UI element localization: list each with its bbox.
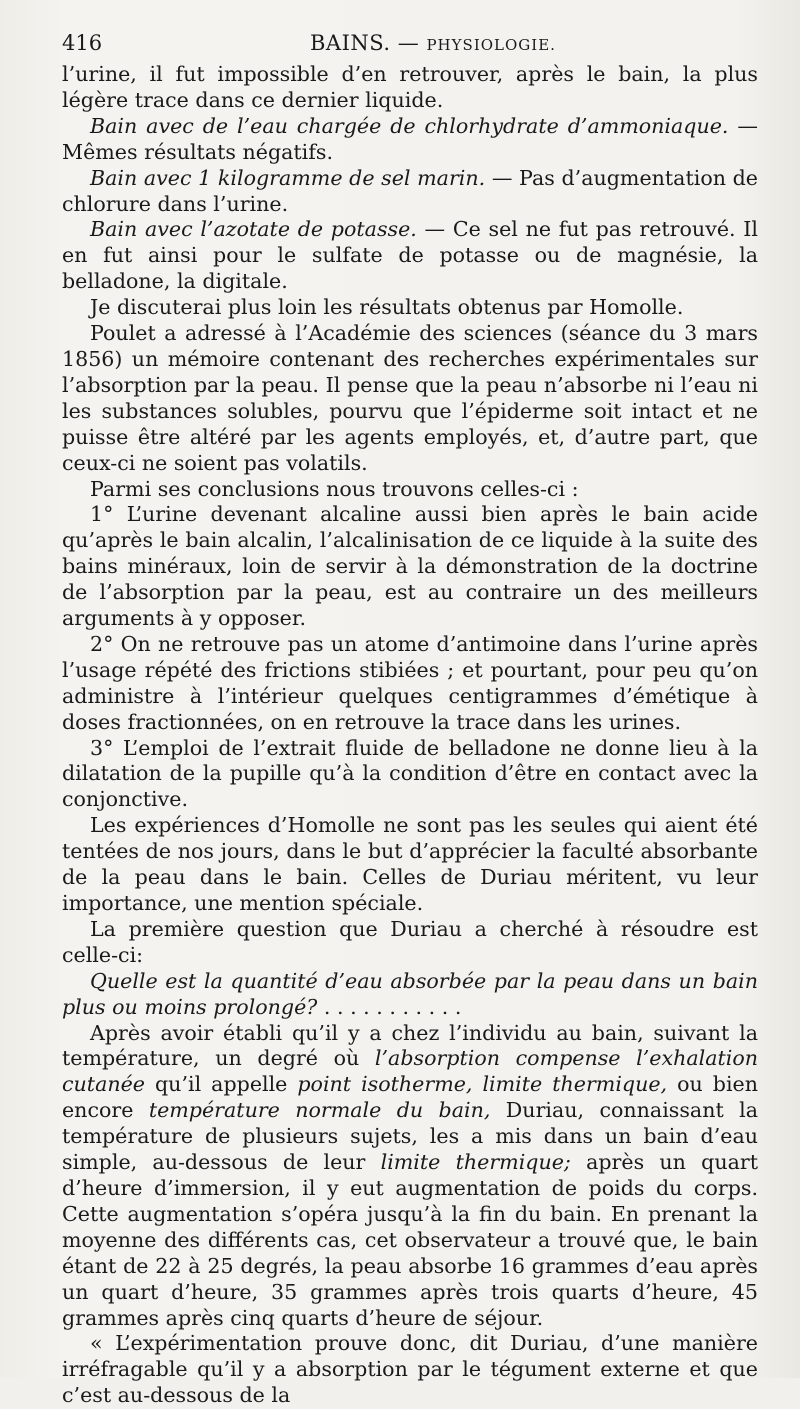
text-run: qu’il appelle [145,1072,298,1097]
paragraph [62,502,758,632]
paragraph [62,917,758,969]
paragraph [62,969,758,1021]
header-title [310,28,556,60]
text-run: Les expériences d’Homolle ne sont pas les seules qui aient été tentées de nos jours, dans le but d’apprécier la faculté absorbante de la peau dans le bain. Celles de Duriau méritent, vu leur importance, une mention spéciale. [62,813,758,915]
paragraph [62,114,758,166]
text-run: Poulet a adressé à l’Académie des sciences (séance du 3 mars 1856) un mémoire contenant des recherches expérimentales sur l’absorption par la peau. Il pense que la peau n’absorbe ni l’eau ni les substances solubles, pourvu que l’épiderme soit intact et ne puisse être altéré par les agents employés, et, d’autre part, que ceux-ci ne soient pas volatils. [62,321,758,475]
text-run: — Mêmes résultats négatifs. [62,113,758,164]
paragraph [62,166,758,218]
body-text [62,62,758,1409]
paragraph [62,477,758,503]
text-run: La première question que Duriau a cherché à résoudre est celle-ci: [62,916,758,967]
paragraph [62,321,758,476]
italic-text-run: Bain avec de l’eau chargée de chlorhydrate d’ammoniaque. [90,113,729,138]
paragraph [62,1331,758,1409]
text-run: l’urine, il fut impossible d’en retrouver, après le bain, la plus légère trace dans ce dernier liquide. [62,62,758,112]
text-run: Duriau, connaissant la température de plusieurs sujets, les a mis dans un bain d’eau simple, au-dessous de leur [62,1098,758,1175]
paragraph [62,736,758,814]
italic-text-run: Quelle est la quantité d’eau absorbée par la peau dans un bain plus ou moins prolongé? [62,968,758,1019]
page-number: 416 [62,31,103,55]
text-run: Parmi ses conclusions nous trouvons celles-ci : [90,476,579,501]
italic-text-run: Bain avec 1 kilogramme de sel marin. [90,165,486,190]
italic-text-run: limite thermique; [380,1150,571,1175]
text-run: . . . . . . . . . . . [317,994,462,1019]
running-head [62,28,758,62]
text-run: — Pas d’augmentation de chlorure dans l’urine. [62,165,758,216]
header-subtitle: PHYSIOLOGIE. [426,36,556,54]
text-run: après un quart d’heure d’immersion, il y eut augmentation de poids du corps. Cette augmentation s’opéra jusqu’à la fin du bain. En prenant la moyenne des différents cas, cet observateur a trouvé que, le bain étant de 22 à 25 degrés, la peau absorbe 16 grammes d’eau après un quart d’heure, 35 grammes après trois quarts d’heure, 45 grammes après cinq quarts d’heure de séjour. [62,1150,758,1330]
italic-text-run: Bain avec l’azotate de potasse. [90,217,417,242]
text-run: 3° L’emploi de l’extrait fluide de belladone ne donne lieu à la dilatation de la pupille qu’à la condition d’être en contact avec la conjonctive. [62,735,758,812]
text-run: ou bien encore [62,1072,758,1123]
text-run: Je discuterai plus loin les résultats obtenus par Homolle. [90,295,684,320]
text-run: — Ce sel ne fut pas retrouvé. Il en fut ainsi pour le sulfate de potasse ou de magnésie, la belladone, la digitale. [62,217,758,294]
header-dash: — [397,31,420,55]
paragraph [62,62,758,114]
italic-text-run: l’absorption compense l’exhalation cutanée [62,1046,758,1097]
paragraph [62,1021,758,1332]
text-run: « L’expérimentation prouve donc, dit Duriau, d’une manière irréfragable qu’il y a absorption par le tégument externe et que c’est au-dessous de la [62,1331,758,1408]
text-run: Après avoir établi qu’il y a chez l’individu au bain, suivant la température, un degré où [62,1020,758,1071]
text-run: 1° L’urine devenant alcaline aussi bien après le bain acide qu’après le bain alcalin, l’alcalinisation de ce liquide à la suite des bains minéraux, loin de servir à la démonstration de la doctrine de l’absorption par la peau, est au contraire un des meilleurs arguments à y opposer. [62,502,758,631]
header-title-main: BAINS. [310,31,391,55]
text-run: 2° On ne retrouve pas un atome d’antimoine dans l’urine après l’usage répété des frictions stibiées ; et pourtant, pour peu qu’on administre à l’intérieur quelques centigrammes d’émétique à doses fractionnées, on en retrouve la trace dans les urines. [62,631,758,734]
paragraph [62,632,758,736]
paragraph [62,295,758,321]
italic-text-run: point isotherme, limite thermique, [297,1072,668,1097]
paragraph [62,217,758,295]
italic-text-run: température normale du bain, [148,1098,491,1123]
paragraph [62,813,758,917]
